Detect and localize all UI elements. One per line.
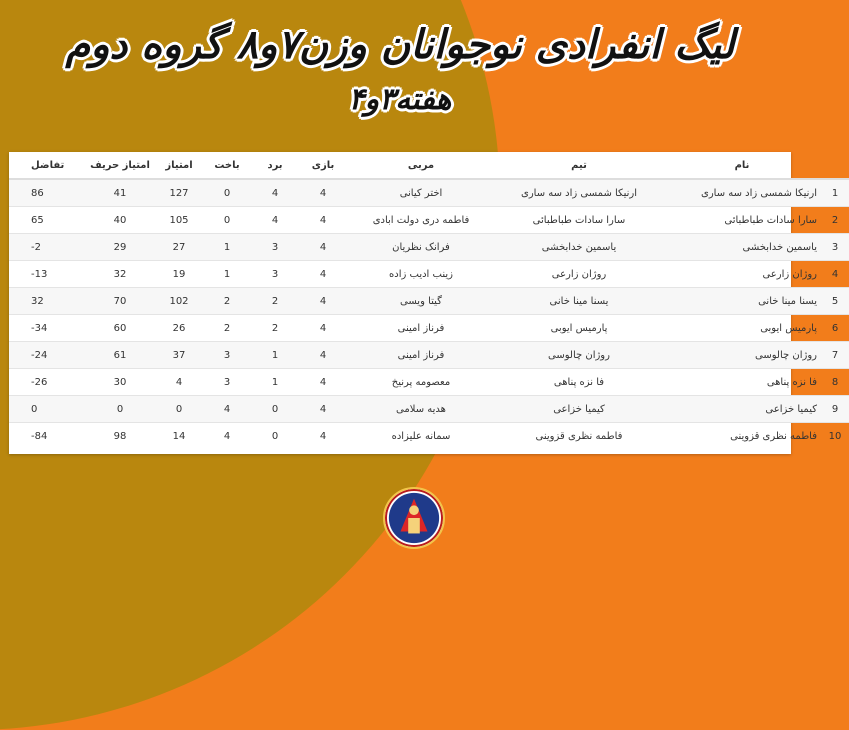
cell-lost: 1 [203, 261, 251, 288]
cell-team: یسنا مینا خانی [495, 288, 663, 315]
table-row [9, 234, 849, 261]
table-row [9, 396, 849, 423]
cell-won: 3 [251, 261, 299, 288]
cell-coach: هدیه سلامی [347, 396, 495, 423]
cell-points: 27 [155, 234, 203, 261]
cell-opponent-points: 32 [85, 261, 155, 288]
cell-opponent-points: 60 [85, 315, 155, 342]
table-row [9, 207, 849, 234]
cell-name: ارنیکا شمسی زاد سه ساری [663, 179, 821, 207]
cell-lost: 0 [203, 207, 251, 234]
cell-diff: 0 [9, 396, 85, 423]
col-lost-header: باخت [203, 152, 251, 179]
cell-rank: 2 [821, 207, 849, 234]
cell-won: 4 [251, 207, 299, 234]
cell-diff: -2 [9, 234, 85, 261]
cell-opponent-points: 0 [85, 396, 155, 423]
cell-name: کیمیا خزاعی [663, 396, 821, 423]
cell-diff: -34 [9, 315, 85, 342]
cell-lost: 4 [203, 396, 251, 423]
cell-rank: 8 [821, 369, 849, 396]
cell-won: 2 [251, 315, 299, 342]
table-row [9, 369, 849, 396]
cell-name: روژان چالوسی [663, 342, 821, 369]
cell-played: 4 [299, 261, 347, 288]
table-row [9, 261, 849, 288]
cell-rank: 4 [821, 261, 849, 288]
cell-won: 1 [251, 342, 299, 369]
table-header-row [9, 152, 849, 179]
cell-lost: 2 [203, 315, 251, 342]
cell-team: روژان زارعی [495, 261, 663, 288]
cell-opponent-points: 61 [85, 342, 155, 369]
cell-points: 4 [155, 369, 203, 396]
cell-diff: -84 [9, 423, 85, 450]
cell-points: 0 [155, 396, 203, 423]
cell-rank: 3 [821, 234, 849, 261]
cell-won: 2 [251, 288, 299, 315]
page-title: لیگ انفرادی نوجوانان وزن۷و۸ گروه دوم [65, 22, 735, 68]
cell-points: 19 [155, 261, 203, 288]
cell-team: ارنیکا شمسی زاد سه ساری [495, 179, 663, 207]
cell-won: 3 [251, 234, 299, 261]
cell-played: 4 [299, 288, 347, 315]
table-row [9, 342, 849, 369]
table-row [9, 288, 849, 315]
cell-coach: اختر کیانی [347, 179, 495, 207]
cell-played: 4 [299, 315, 347, 342]
cell-played: 4 [299, 207, 347, 234]
cell-name: روژان زارعی [663, 261, 821, 288]
cell-coach: سمانه علیزاده [347, 423, 495, 450]
col-name-header: نام [663, 152, 821, 179]
cell-name: یاسمین خدابخشی [663, 234, 821, 261]
cell-team: پارمیس ایوبی [495, 315, 663, 342]
table-body [9, 179, 849, 449]
cell-rank: 1 [821, 179, 849, 207]
page-subtitle: هفته۳و۴ [348, 82, 452, 117]
cell-coach: معصومه پرنیخ [347, 369, 495, 396]
cell-opponent-points: 70 [85, 288, 155, 315]
cell-coach: فرناز امینی [347, 315, 495, 342]
cell-opponent-points: 30 [85, 369, 155, 396]
cell-rank: 10 [821, 423, 849, 450]
cell-rank: 6 [821, 315, 849, 342]
cell-points: 37 [155, 342, 203, 369]
cell-team: فا نزه پناهی [495, 369, 663, 396]
col-team-header: تیم [495, 152, 663, 179]
cell-played: 4 [299, 369, 347, 396]
cell-lost: 2 [203, 288, 251, 315]
cell-lost: 0 [203, 179, 251, 207]
cell-rank: 5 [821, 288, 849, 315]
cell-opponent-points: 29 [85, 234, 155, 261]
cell-team: فاطمه نظری قزوینی [495, 423, 663, 450]
col-played-header: بازی [299, 152, 347, 179]
col-points-header: امتیاز [155, 152, 203, 179]
cell-points: 102 [155, 288, 203, 315]
cell-opponent-points: 41 [85, 179, 155, 207]
cell-diff: 32 [9, 288, 85, 315]
cell-diff: 86 [9, 179, 85, 207]
cell-diff: -24 [9, 342, 85, 369]
cell-coach: فرانک نظریان [347, 234, 495, 261]
cell-team: سارا سادات طباطبائی [495, 207, 663, 234]
cell-lost: 1 [203, 234, 251, 261]
cell-coach: زینب ادیب زاده [347, 261, 495, 288]
cell-team: کیمیا خزاعی [495, 396, 663, 423]
standings-table [9, 152, 849, 449]
cell-points: 127 [155, 179, 203, 207]
table-row [9, 423, 849, 450]
col-opponent-points-header: امتیاز حریف [85, 152, 155, 179]
cell-coach: گیتا ویسی [347, 288, 495, 315]
cell-rank: 9 [821, 396, 849, 423]
cell-lost: 3 [203, 342, 251, 369]
cell-played: 4 [299, 234, 347, 261]
cell-name: یسنا مینا خانی [663, 288, 821, 315]
cell-points: 26 [155, 315, 203, 342]
col-won-header: برد [251, 152, 299, 179]
cell-played: 4 [299, 342, 347, 369]
cell-name: پارمیس ایوبی [663, 315, 821, 342]
cell-points: 14 [155, 423, 203, 450]
cell-name: فا نزه پناهی [663, 369, 821, 396]
col-coach-header: مربی [347, 152, 495, 179]
cell-coach: فاطمه دری دولت ابادی [347, 207, 495, 234]
cell-name: سارا سادات طباطبائی [663, 207, 821, 234]
cell-team: روژان چالوسی [495, 342, 663, 369]
cell-played: 4 [299, 396, 347, 423]
cell-lost: 3 [203, 369, 251, 396]
cell-played: 4 [299, 179, 347, 207]
standings-table-card [9, 152, 842, 454]
cell-won: 4 [251, 179, 299, 207]
col-diff-header: تفاضل [9, 152, 85, 179]
federation-emblem-icon [383, 487, 445, 549]
cell-name: فاطمه نظری قزوینی [663, 423, 821, 450]
cell-points: 105 [155, 207, 203, 234]
cell-won: 1 [251, 369, 299, 396]
col-rank-header [821, 152, 849, 179]
cell-won: 0 [251, 396, 299, 423]
cell-won: 0 [251, 423, 299, 450]
cell-coach: فرناز امینی [347, 342, 495, 369]
cell-rank: 7 [821, 342, 849, 369]
cell-opponent-points: 40 [85, 207, 155, 234]
cell-opponent-points: 98 [85, 423, 155, 450]
table-row [9, 315, 849, 342]
cell-diff: -13 [9, 261, 85, 288]
cell-diff: -26 [9, 369, 85, 396]
cell-lost: 4 [203, 423, 251, 450]
cell-diff: 65 [9, 207, 85, 234]
cell-played: 4 [299, 423, 347, 450]
cell-team: یاسمین خدابخشی [495, 234, 663, 261]
table-row [9, 179, 849, 207]
